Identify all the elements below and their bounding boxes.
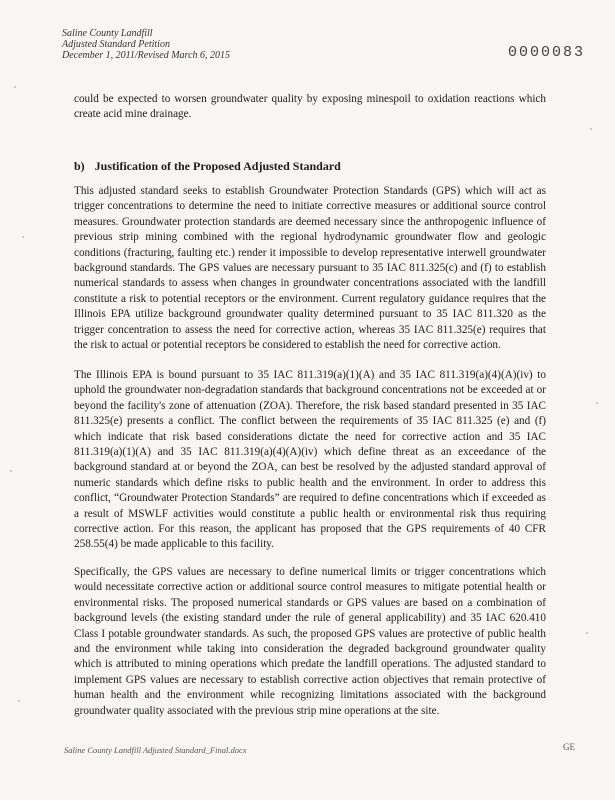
document-header [62,28,230,61]
header-line-2: Adjusted Standard Petition [62,39,170,50]
header-line-3: December 1, 2011/Revised March 6, 2015 [62,50,231,61]
section-heading [74,159,341,174]
body-paragraph-3: Specifically, the GPS values are necessary to define numerical limits or trigger concentrations which would necessitate corrective action or additional source control measures to mitigate potential health or environmental risks. The proposed numerical standards or GPS values are based on a combination of background levels (the existing standard under the rule of general applicability) and 35 IAC 620.410 Class I potable groundwater standards. As such, the proposed GPS values are protective of public health and the environment while taking into consideration the degraded background groundwater quality which is attributed to mining operations which predate the landfill operations. The adjusted standard to implement GPS values are necessary to establish corrective action objectives that remain protective of human health and the environment while recognizing limitations associated with the background groundwater quality associated with the previous strip mine operations at the site. [74,566,546,717]
bates-page-code: 0000083 [507,44,585,61]
scan-speck [590,128,592,130]
scan-speck [586,632,588,634]
body-paragraph-1: This adjusted standard seeks to establish Groundwater Protection Standards (GPS) which will act as trigger concentrations to determine the need to initiate corrective measures or additional source control measures. Groundwater protection standards are deemed necessary since the anthropogenic influence of previous strip mining combined with the regional hydrodynamic groundwater flow and geologic conditions (fracturing, faulting etc.) render it impossible to develop representative interwell groundwater background standards. The GPS values are necessary pursuant to 35 IAC 811.325(c) and (f) to establish numerical standards to assess when changes in groundwater concentrations associated with the landfill constitute a risk to potential receptors or the environment. Current regulatory guidance requires that the Illinois EPA utilize background groundwater quality determined pursuant to 35 IAC 811.320 as the trigger concentration to assess the need for corrective action, whereas 35 IAC 811.325(e) requires that the risk to actual or potential receptors be considered to establish the need for corrective action. [74,185,546,352]
document-footer: Saline County Landfill Adjusted Standard_Final.docx [64,745,247,755]
body-paragraph-2: The Illinois EPA is bound pursuant to 35 IAC 811.319(a)(1)(A) and 35 IAC 811.319(a)(4)(A)(iv) to uphold the groundwater non-degradation standards that background concentrations not be exceeded at or beyond the facility's zone of attenuation (ZOA). Therefore, the risk based standard presented in 35 IAC 811.325(e) presents a conflict. The conflict between the requirements of 35 IAC 811.325 (e) and (f) which indicate that risk based considerations dictate the need for corrective action and 35 IAC 811.319(a)(1)(A) and 35 IAC 811.319(a)(4)(A)(iv) which define threat as an exceedance of the background standard at or beyond the ZOA, can best be resolved by the adjusted standard approval of numeric standards which define risks to public health and the environment. In order to address this conflict, “Groundwater Protection Standards” are required to define concentrations which if exceeded as a result of MSWLF activities would constitute a public health or environmental risk thus requiring corrective action. For this reason, the applicant has proposed that the GPS requirements of 40 CFR 258.55(4) be made applicable to this facility. [74,369,546,551]
scan-speck [10,470,12,472]
scan-speck [22,236,24,238]
header-line-1: Saline County Landfill [62,28,153,39]
scan-speck [18,700,20,702]
section-letter: b) [74,159,85,173]
section-title: Justification of the Proposed Adjusted Standard [94,159,341,173]
scan-speck [596,402,598,404]
intro-paragraph: could be expected to worsen groundwater quality by exposing minespoil to oxidation reactions which create acid mine drainage. [74,93,546,121]
page-number: GE [563,742,575,752]
scan-speck [14,86,16,88]
